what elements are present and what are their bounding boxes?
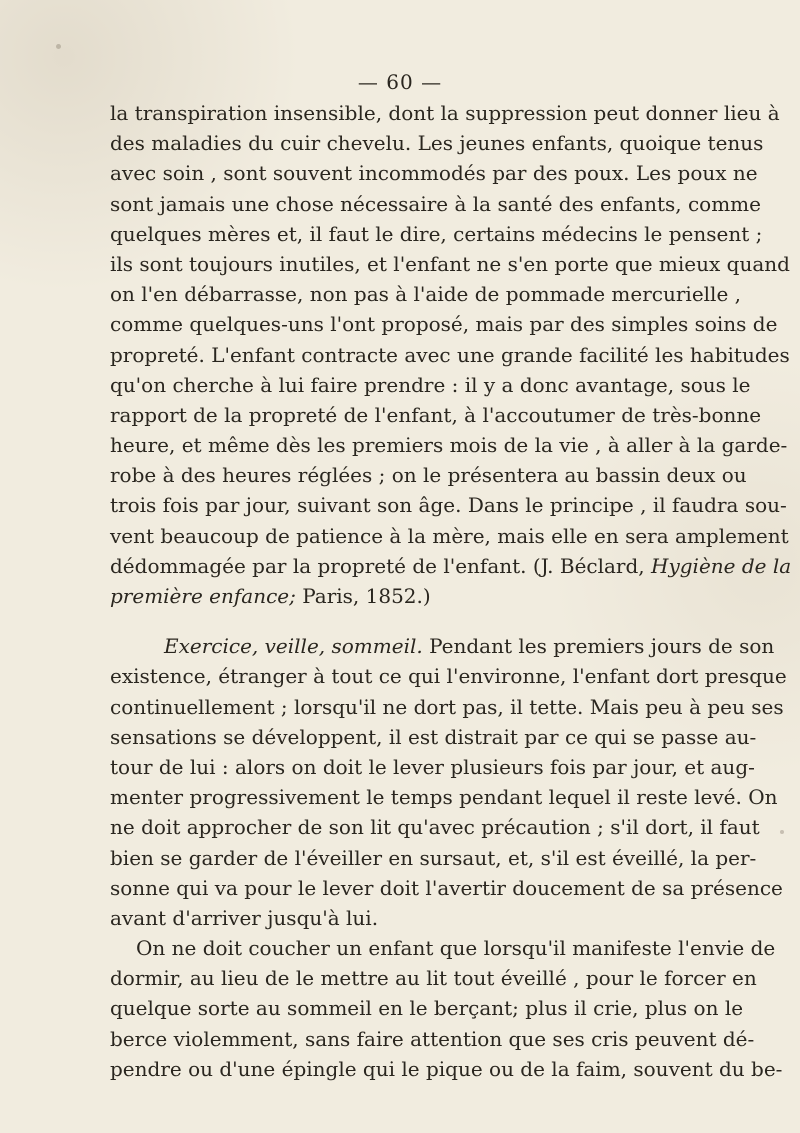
text-line: heure, et même dès les premiers mois de la vie , à aller à la garde- <box>110 433 788 458</box>
page-number: — 60 — <box>357 70 443 94</box>
text-line: berce violemment, sans faire attention que ses cris peuvent dé- <box>110 1026 755 1051</box>
text-line: continuellement ; lorsqu'il ne dort pas, il tette. Mais peu à peu ses <box>110 694 784 719</box>
text-line: quelque sorte au sommeil en le berçant; plus il crie, plus on le <box>110 996 744 1021</box>
text-line: qu'on cherche à lui faire prendre : il y a donc avantage, sous le <box>110 372 751 397</box>
citation-prefix: dédommagée par la propreté de l'enfant. (J. Béclard, <box>110 553 652 578</box>
paragraph-spacer <box>110 611 740 631</box>
citation-title-end: première enfance; <box>110 584 296 608</box>
text-line: existence, étranger à tout ce qui l'environne, l'enfant dort presque <box>110 664 787 689</box>
paper-speck <box>780 830 784 834</box>
text-line: pendre ou d'une épingle qui le pique ou de la faim, souvent du be- <box>110 1056 783 1081</box>
text-line: tour de lui : alors on doit le lever plusieurs fois par jour, et aug- <box>110 754 755 779</box>
text-line <box>110 581 740 611</box>
text-line: trois fois par jour, suivant son âge. Dans le principe , il faudra sou- <box>110 493 787 518</box>
paragraph-hygiene <box>110 98 792 611</box>
text-line <box>110 551 792 581</box>
text-line: ils sont toujours inutiles, et l'enfant ne s'en porte que mieux quand <box>110 251 790 276</box>
paper-speck <box>56 44 61 49</box>
text-line: menter progressivement le temps pendant lequel il reste levé. On <box>110 785 778 810</box>
text-line: propreté. L'enfant contracte avec une grande facilité les habitudes <box>110 342 790 367</box>
text-line: robe à des heures réglées ; on le présentera au bassin deux ou <box>110 463 747 488</box>
text-line: dormir, au lieu de le mettre au lit tout éveillé , pour le forcer en <box>110 966 757 991</box>
text-line: sonne qui va pour le lever doit l'avertir doucement de sa présence <box>110 875 783 900</box>
text-line: avant d'arriver jusqu'à lui. <box>110 905 379 930</box>
text-line: comme quelques-uns l'ont proposé, mais par des simples soins de <box>110 312 778 337</box>
text-line: On ne doit coucher un enfant que lorsqu'il manifeste l'envie de <box>136 936 776 961</box>
citation-place-year: Paris, 1852.) <box>295 584 431 608</box>
text-line: vent beaucoup de patience à la mère, mais elle en sera amplement <box>110 523 789 548</box>
body-text <box>110 98 792 1084</box>
text-line: rapport de la propreté de l'enfant, à l'accoutumer de très-bonne <box>110 402 762 427</box>
paragraph-exercise-sleep <box>110 631 787 933</box>
text-line: avec soin , sont souvent incommodés par des poux. Les poux ne <box>110 161 758 186</box>
text-line: sont jamais une chose nécessaire à la santé des enfants, comme <box>110 191 761 216</box>
text-line: sensations se développent, il est distrait par ce qui se passe au- <box>110 724 757 749</box>
text-line: la transpiration insensible, dont la suppression peut donner lieu à <box>110 101 780 125</box>
paragraph-bedtime <box>110 933 783 1084</box>
text-line: ne doit approcher de son lit qu'avec précaution ; s'il dort, il faut <box>110 815 760 840</box>
text-line: bien se garder de l'éveiller en sursaut, et, s'il est éveillé, la per- <box>110 845 757 870</box>
section-heading-rest: Pendant les premiers jours de son <box>422 634 775 659</box>
text-line: quelques mères et, il faut le dire, certains médecins le pensent ; <box>110 221 763 246</box>
citation-title-part: Hygiène de la <box>651 553 792 578</box>
text-line <box>110 631 775 661</box>
text-line: des maladies du cuir chevelu. Les jeunes enfants, quoique tenus <box>110 131 764 156</box>
text-line: on l'en débarrasse, non pas à l'aide de pommade mercurielle , <box>110 282 742 307</box>
section-heading: Exercice, veille, sommeil. <box>164 634 423 659</box>
